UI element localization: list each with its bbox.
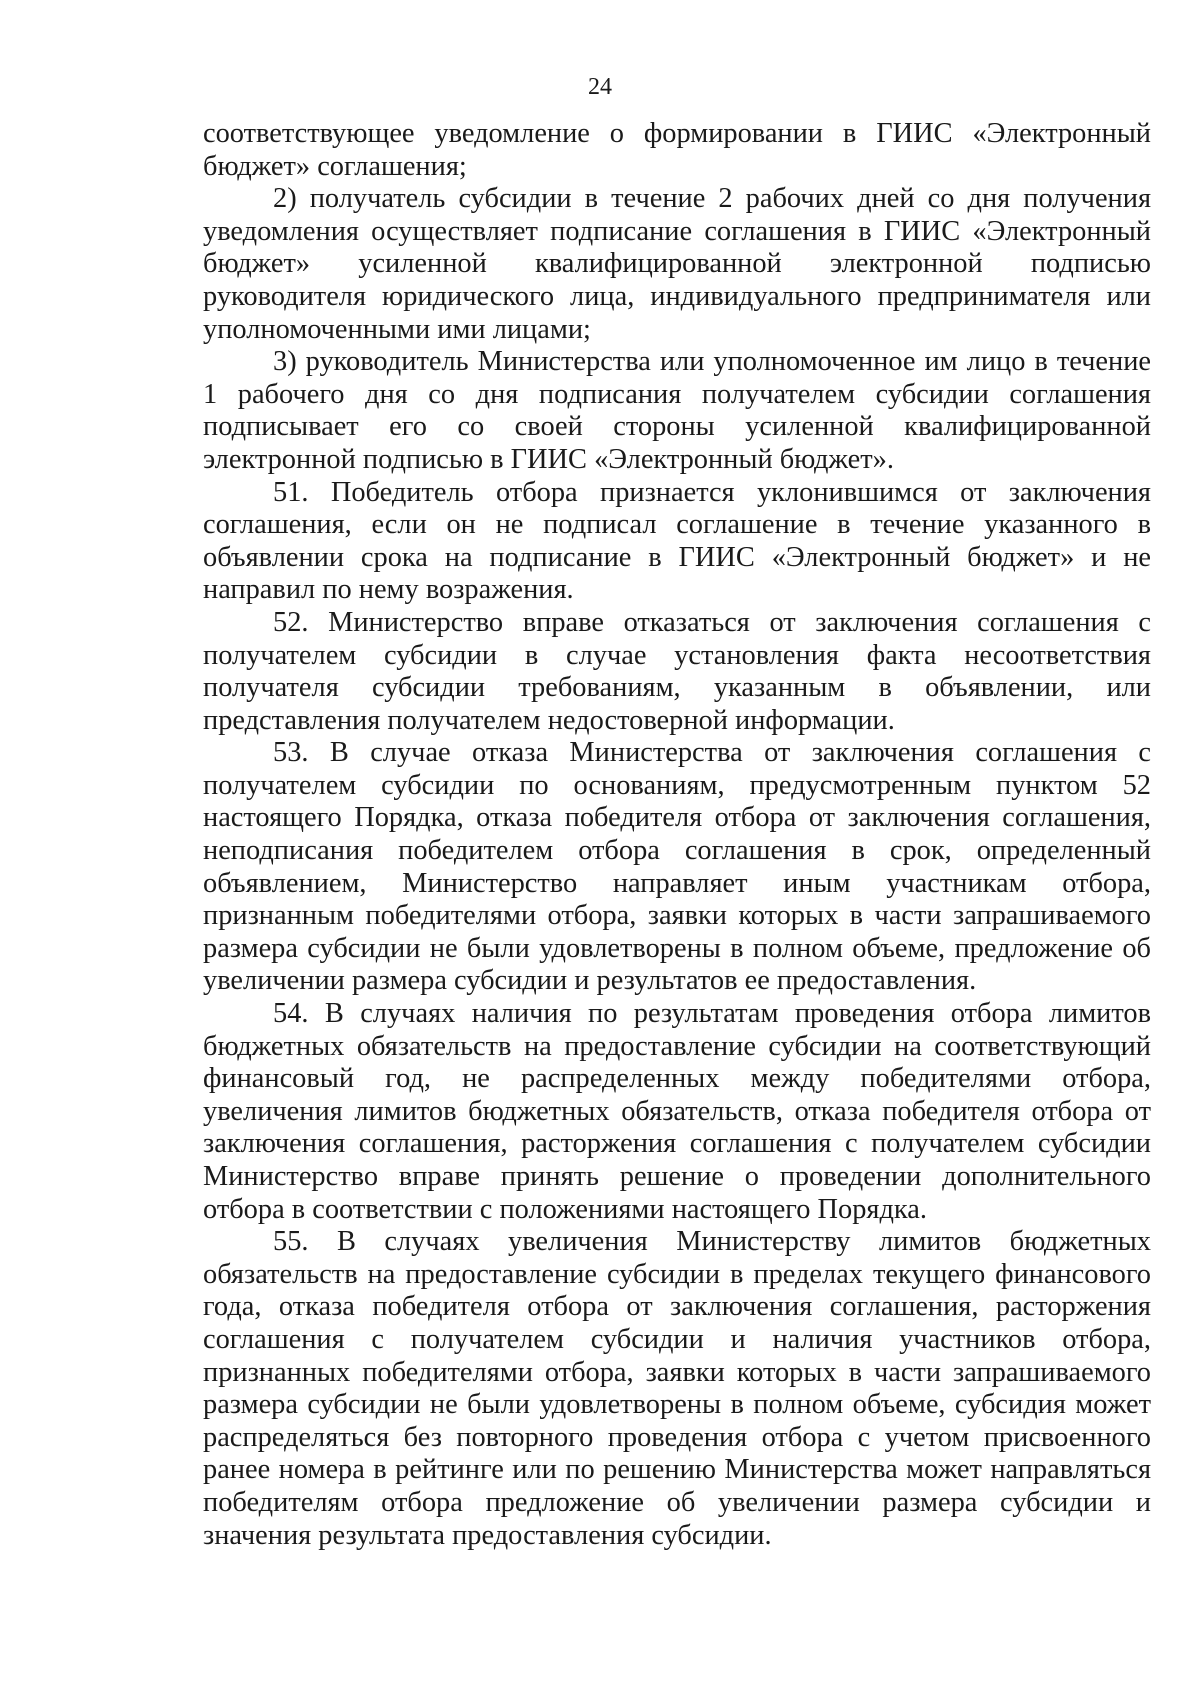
paragraph-item-3: 3) руководитель Министерства или уполномоченное им лицо в течение 1 рабочего дня со дня подписания получателем субсидии соглашения подписывает его со своей стороны усиленной квалифицированной электронной подписью в ГИИС «Электронный бюджет». <box>203 346 1151 475</box>
paragraph-item-2: 2) получатель субсидии в течение 2 рабочих дней со дня получения уведомления осуществляет подписание соглашения в ГИИС «Электронный бюджет» усиленной квалифицированной электронной подписью руководителя юридического лица, индивидуального предпринимателя или уполномоченными ими лицами; <box>203 183 1151 345</box>
page-number: 24 <box>588 74 612 100</box>
paragraph-continuation: соответствующее уведомление о формировании в ГИИС «Электронный бюджет» соглашения; <box>203 118 1151 182</box>
paragraph-51: 51. Победитель отбора признается уклонившимся от заключения соглашения, если он не подписал соглашение в течение указанного в объявлении срока на подписание в ГИИС «Электронный бюджет» и не направил по нему возражения. <box>203 476 1151 606</box>
paragraph-54: 54. В случаях наличия по результатам проведения отбора лимитов бюджетных обязательств на предоставление субсидии на соответствующий финансовый год, не распределенных между победителями отбора, увеличения лимитов бюджетных обязательств, отказа победителя отбора от заключения соглашения, расторжения соглашения с получателем субсидии Министерство вправе принять решение о проведении дополнительного отбора в соответствии с положениями настоящего Порядка. <box>203 998 1151 1225</box>
paragraph-52: 52. Министерство вправе отказаться от заключения соглашения с получателем субсидии в случае установления факта несоответствия получателя субсидии требованиям, указанным в объявлении, или представления получателем недостоверной информации. <box>203 606 1151 736</box>
paragraph-53: 53. В случае отказа Министерства от заключения соглашения с получателем субсидии по основаниям, предусмотренным пунктом 52 настоящего Порядка, отказа победителя отбора от заключения соглашения, неподписания победителем отбора соглашения в срок, определенный объявлением, Министерство направляет иным участникам отбора, признанным победителями отбора, заявки которых в части запрашиваемого размера субсидии не были удовлетворены в полном объеме, предложение об увеличении размера субсидии и результатов ее предоставления. <box>203 737 1151 997</box>
paragraph-55: 55. В случаях увеличения Министерству лимитов бюджетных обязательств на предоставление субсидии в пределах текущего финансового года, отказа победителя отбора от заключения соглашения, расторжения соглашения с получателем субсидии и наличия участников отбора, признанных победителями отбора, заявки которых в части запрашиваемого размера субсидии не были удовлетворены в полном объеме, субсидия может распределяться без повторного проведения отбора с учетом присвоенного ранее номера в рейтинге или по решению Министерства может направляться победителям отбора предложение об увеличении размера субсидии и значения результата предоставления субсидии. <box>203 1226 1151 1551</box>
document-body <box>203 118 1151 1552</box>
